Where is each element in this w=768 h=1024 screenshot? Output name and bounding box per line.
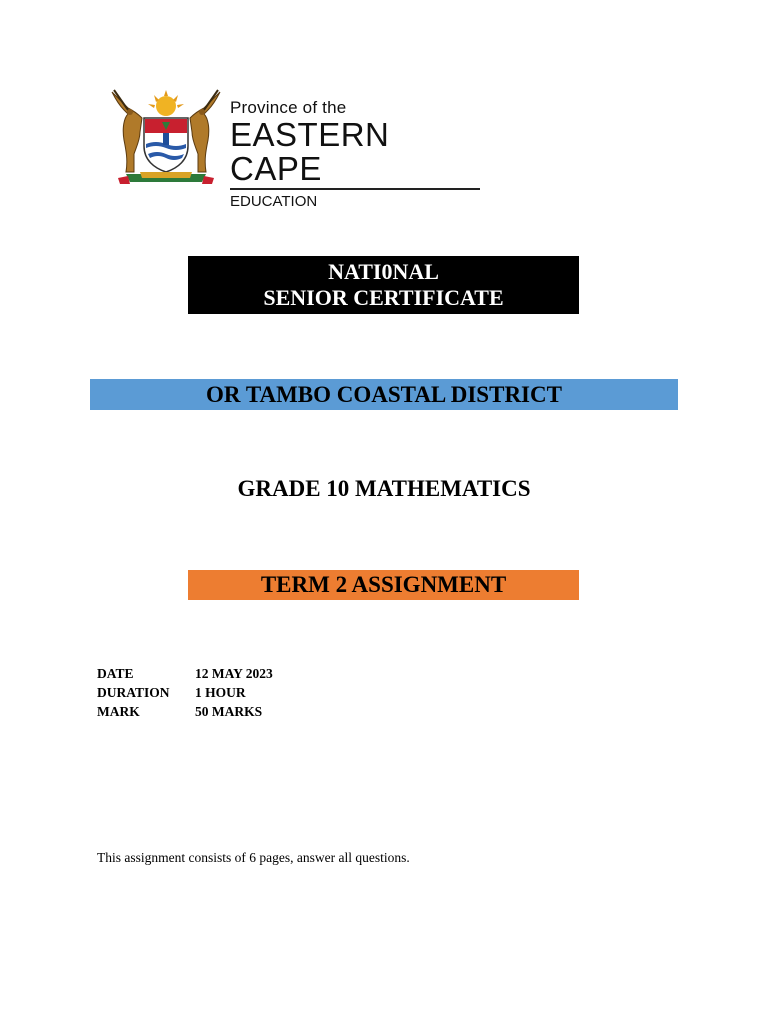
detail-value: 1 HOUR bbox=[195, 685, 246, 700]
left-antelope-icon bbox=[112, 90, 142, 172]
shield-icon bbox=[144, 118, 188, 172]
detail-value: 50 MARKS bbox=[195, 704, 263, 719]
motto-ribbon-icon bbox=[118, 172, 214, 184]
coat-of-arms-emblem bbox=[104, 88, 228, 186]
logo-divider bbox=[230, 188, 480, 190]
logo-province-text: Province of the bbox=[230, 98, 347, 117]
certificate-banner bbox=[188, 256, 579, 314]
detail-label: DATE bbox=[97, 666, 134, 681]
right-antelope-icon bbox=[190, 90, 220, 172]
district-banner bbox=[90, 379, 678, 410]
assignment-banner bbox=[188, 570, 579, 600]
detail-row-duration bbox=[97, 683, 273, 702]
subject-title: GRADE 10 MATHEMATICS bbox=[237, 476, 531, 501]
detail-row-date bbox=[97, 664, 273, 683]
assignment-title: TERM 2 ASSIGNMENT bbox=[260, 572, 507, 597]
detail-label: MARK bbox=[97, 704, 140, 719]
logo-text bbox=[230, 98, 484, 212]
detail-value: 12 MAY 2023 bbox=[195, 666, 273, 681]
sun-icon bbox=[148, 90, 184, 116]
certificate-line-1: NATI0NAL bbox=[328, 259, 439, 284]
logo-education-text: EDUCATION bbox=[230, 193, 318, 210]
detail-label: DURATION bbox=[97, 685, 170, 700]
logo-eastern-cape-text: EASTERN CAPE bbox=[230, 116, 390, 187]
department-logo bbox=[104, 88, 484, 210]
detail-row-mark bbox=[97, 702, 273, 721]
district-title: OR TAMBO COASTAL DISTRICT bbox=[206, 381, 562, 407]
assignment-details bbox=[97, 664, 273, 721]
instruction-text: This assignment consists of 6 pages, answer all questions. bbox=[97, 850, 410, 865]
certificate-line-2: SENIOR CERTIFICATE bbox=[263, 285, 504, 310]
